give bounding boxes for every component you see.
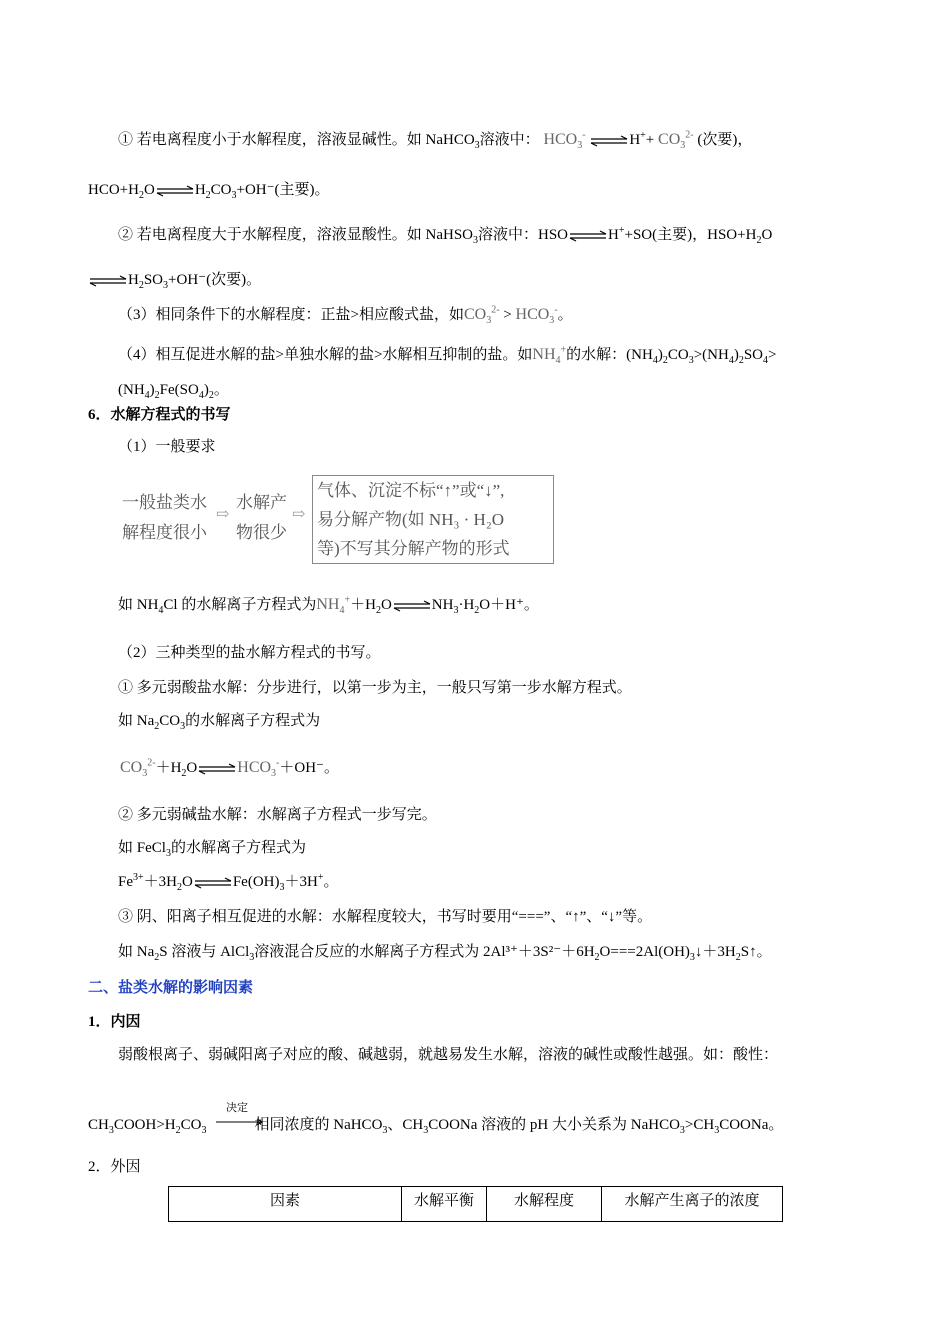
text-line: 如 $Na_2S$ 溶液与 AlCl$_3$溶液混合反应的水解离子方程式为 $2Al^{3+}+3S^{2-}+6H_2O===2Al(OH)_3↓+3H_2S↑$。 (118, 944, 772, 963)
equilibrium-arrow-icon (589, 135, 629, 147)
table-header-cell: 水解程度 (487, 1187, 602, 1222)
section-heading: 1．内因 (88, 1014, 141, 1030)
text-line: $H_2SO_3+OH^-$(次要)。 (88, 270, 261, 290)
equilibrium-arrow-icon (193, 877, 233, 889)
section-heading: 6．水解方程式的书写 (88, 407, 231, 423)
arrow-label: 决定 (226, 1102, 248, 1114)
flowchart-step-2: 水解产 物很少 (236, 493, 287, 542)
text-line: ② 若电离程度大于水解程度，溶液显酸性。如 NaHSO$_3$溶液中：HSO H++SO(主要)，$HSO+H_2O$ (118, 225, 773, 246)
subsection-title: （2）三种类型的盐水解方程式的书写。 (118, 645, 381, 661)
text-line: ③ 阴、阳离子相互促进的水解：水解程度较大，书写时要用“===”、“↑”、“↓”等。 (118, 909, 653, 925)
text-line: $CO_3^{2-}+H_2O$ $HCO_3^-+OH^-$。 (120, 757, 339, 780)
text-line: ② 多元弱碱盐水解：水解离子方程式一步写完。 (118, 807, 437, 823)
text-line: $Fe^{3+}+3H_2O$ $Fe(OH)_3+3H^+$。 (118, 872, 339, 893)
text-line: ① 若电离程度小于水解程度，溶液显碱性。如 NaHCO$_3$溶液中： $HCO_3^-$ $H^++ CO_3^{2-}$ (次要)， (118, 129, 753, 152)
arrow-right-icon: ⇨ (292, 506, 306, 523)
text-line: 如 $Na_2CO_3$的水解离子方程式为 (118, 713, 321, 732)
equilibrium-arrow-icon (88, 275, 128, 287)
equilibrium-arrow-icon (155, 185, 195, 197)
subsection-title: （1）一般要求 (118, 439, 216, 455)
text-line: $HCO+H_2O$ $H_2CO_3+OH^-$(主要)。 (88, 182, 330, 201)
table-header-cell: 因素 (169, 1187, 402, 1222)
text-line: 如 $NH_4Cl$ 的水解离子方程式为$NH_4^++H_2O$ $NH_3\cdot H_2O+H^+$。 (118, 594, 539, 617)
formula-co3: $CO_3^{2-}$ (658, 129, 694, 152)
text-line: $CH_3COOH>H_2CO_3$ 相同浓度的 NaHCO$_3$、$CH_3COONa$ 溶液的 pH 大小关系为 $NaHCO_3>CH_3COONa$。 (88, 1117, 784, 1136)
equilibrium-arrow-icon (568, 230, 608, 242)
flowchart-step-3: 气体、沉淀不标“↑”或“↓”, 易分解产物(如 NH₃ · H₂O 等)不写其分解产物的形式 (312, 475, 554, 564)
equilibrium-arrow-icon (392, 600, 432, 612)
text-line: （3）相同条件下的水解程度：正盐>相应酸式盐，如$CO_3^{2-} > HCO_3^-$。 (118, 304, 573, 327)
arrow-right-icon: ⇨ (216, 506, 230, 523)
text-line: （4）相互促进水解的盐>单独水解的盐>水解相互抑制的盐。如$NH_4^+$的水解：$(NH_4)_2CO_3>(NH_4)_2SO_4>$ (118, 344, 777, 367)
flowchart-step-1: 一般盐类水 解程度很小 (122, 493, 207, 542)
text-line: ① 多元弱酸盐水解：分步进行，以第一步为主，一般只写第一步水解方程式。 (118, 680, 632, 696)
factors-table (168, 1186, 783, 1222)
text-line: $(NH_4)_2Fe(SO_4)_2$。 (118, 382, 229, 401)
section-heading: 2．外因 (88, 1159, 141, 1175)
table-row (169, 1187, 783, 1222)
section-heading: 二、盐类水解的影响因素 (88, 980, 254, 996)
formula-hco3: $HCO_3^-$ (543, 129, 586, 152)
text-line: 如 FeCl$_3$的水解离子方程式为 (118, 840, 306, 859)
table-header-cell: 水解平衡 (402, 1187, 487, 1222)
table-header-cell: 水解产生离子的浓度 (602, 1187, 783, 1222)
text-line: 弱酸根离子、弱碱阳离子对应的酸、碱越弱，就越易发生水解，溶液的碱性或酸性越强。如：酸性： (118, 1047, 779, 1063)
equilibrium-arrow-icon (197, 763, 237, 775)
